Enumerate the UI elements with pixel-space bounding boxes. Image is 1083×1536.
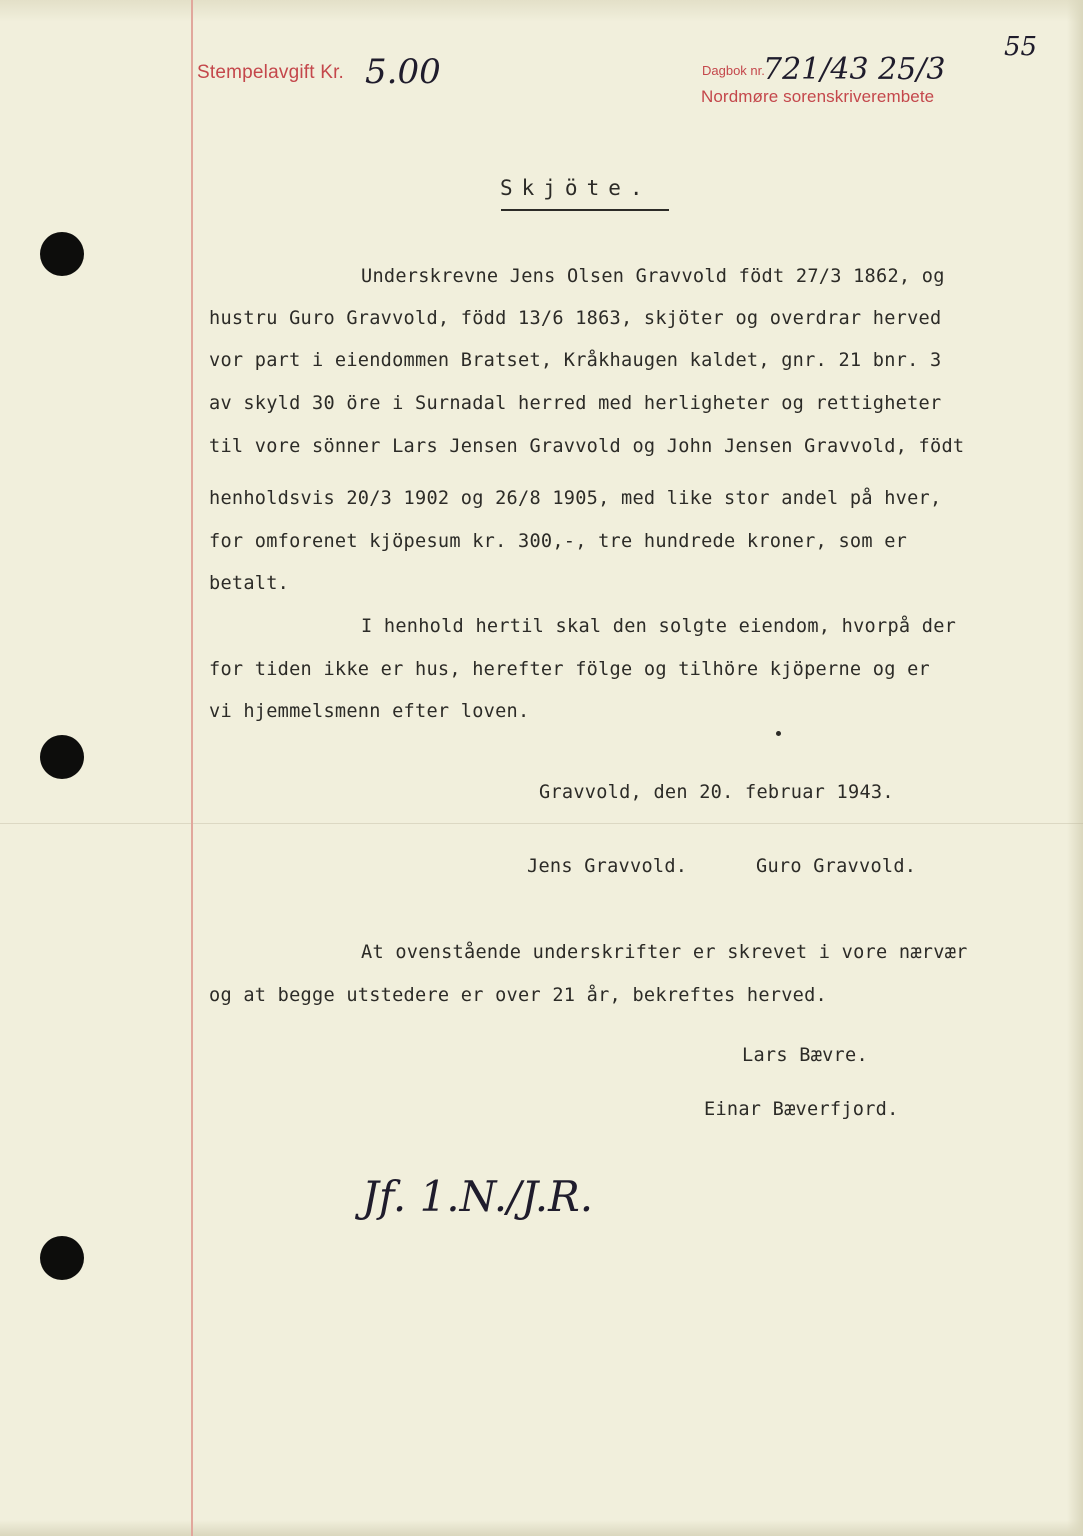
witness-statement-line: og at begge utstedere er over 21 år, bekreftes herved.	[209, 985, 827, 1006]
margin-rule	[191, 0, 193, 1536]
body-line: henholdsvis 20/3 1902 og 26/8 1905, med like stor andel på hver,	[209, 488, 942, 509]
title-underline	[501, 209, 669, 211]
body-line: hustru Guro Gravvold, född 13/6 1863, skjöter og overdrar herved	[209, 308, 942, 329]
paper-edge-shadow-bottom	[0, 1520, 1083, 1536]
handwritten-initials: Jf. 1.N./J.R.	[362, 1172, 594, 1221]
witness-signature: Einar Bæverfjord.	[704, 1099, 899, 1120]
place-and-date: Gravvold, den 20. februar 1943.	[539, 782, 894, 803]
signature-seller: Jens Gravvold.	[527, 856, 688, 877]
paper-edge-shadow-top	[0, 0, 1083, 22]
body-line: vor part i eiendommen Bratset, Kråkhaugen kaldet, gnr. 21 bnr. 3	[209, 350, 942, 371]
body-line: Underskrevne Jens Olsen Gravvold födt 27/3 1862, og	[361, 266, 945, 287]
ink-dot	[776, 731, 781, 736]
document-title: Skjöte.	[500, 176, 652, 200]
punch-hole	[40, 1236, 84, 1280]
body-line: for tiden ikke er hus, herefter fölge og tilhöre kjöperne og er	[209, 659, 930, 680]
paper-edge-shadow-right	[1067, 0, 1083, 1536]
body-line: vi hjemmelsmenn efter loven.	[209, 701, 530, 722]
journal-number: 721/43 25/3	[763, 52, 946, 87]
stamp-duty-label: Stempelavgift Kr.	[197, 62, 345, 83]
punch-hole	[40, 735, 84, 779]
body-line: for omforenet kjöpesum kr. 300,-, tre hundrede kroner, som er	[209, 531, 908, 552]
punch-hole	[40, 232, 84, 276]
body-line: I henhold hertil skal den solgte eiendom, hvorpå der	[361, 616, 957, 637]
signature-seller: Guro Gravvold.	[756, 856, 917, 877]
body-line: betalt.	[209, 573, 290, 594]
stamp-duty-amount: 5.00	[365, 52, 441, 92]
witness-statement-line: At ovenstående underskrifter er skrevet i vore nærvær	[361, 942, 968, 963]
body-line: til vore sönner Lars Jensen Gravvold og John Jensen Gravvold, födt	[209, 436, 965, 457]
journal-number-label: Dagbok nr.	[702, 63, 765, 78]
registry-office-stamp: Nordmøre sorenskriverembete	[701, 87, 935, 106]
body-line: av skyld 30 öre i Surnadal herred med herligheter og rettigheter	[209, 393, 942, 414]
page-number: 55	[1004, 32, 1038, 62]
witness-signature: Lars Bævre.	[742, 1045, 868, 1066]
paper-fold-line	[0, 823, 1083, 824]
